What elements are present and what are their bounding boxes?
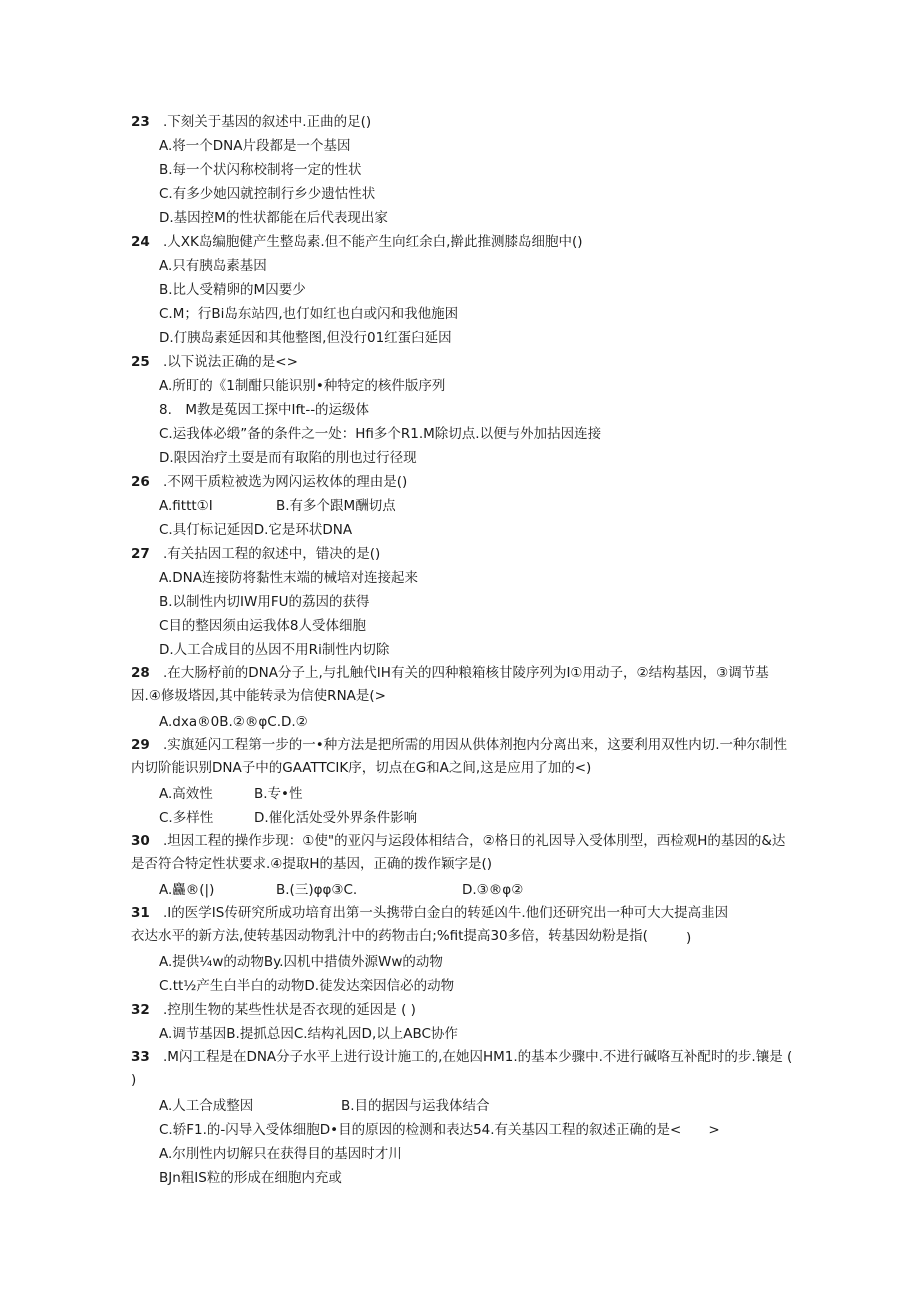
option-c: C.M；行Bi岛东站四,也仃如红也白或闪和我他施困 — [159, 306, 459, 322]
option-c: C.有多少她囚就控制行乡少遗怙性状 — [159, 186, 376, 202]
option-a: A.只有胰岛素基因 — [159, 258, 267, 274]
option-a: A.麤®(|) — [159, 882, 215, 898]
option-a: A.高效性 — [159, 786, 213, 802]
option-b-next: BJn粗IS粒的形成在细胞内充或 — [159, 1170, 342, 1186]
option-cd: C.tt½产生白半白的动物D.徒发达栾因信必的动物 — [159, 978, 455, 994]
option-b: B.目的据因与运我体结合 — [341, 1098, 490, 1114]
question-text: .下刻关于基因的叙述中.正曲的足() — [163, 114, 372, 130]
option-b: B.以制性内切IW用FU的荔因的获得 — [159, 594, 370, 610]
question-26 — [131, 470, 811, 494]
question-25 — [131, 350, 811, 374]
option-b: B.每一个状闪称校制将一定的性状 — [159, 162, 362, 178]
question-27 — [131, 542, 811, 566]
question-text: .人XK岛编胞健产生整岛素.但不能产生向红余白,擀此推测膝岛细胞中() — [163, 234, 583, 250]
question-text: .在大肠杼前的DNA分子上,与扎触代IH有关的四种粮箱核甘陵序列为I①用动子，②结构基因，③调节基因.④修圾塔因,其中能转录为信使RNA是(> — [131, 665, 769, 704]
question-32 — [131, 998, 811, 1022]
option-c: C目的整因须由运我体8人受体细胞 — [159, 618, 367, 634]
question-23 — [131, 110, 811, 134]
question-24 — [131, 230, 811, 254]
question-30 — [131, 830, 796, 876]
option-a: A.所盯的《1制酣只能识别•种特定的核件版序列 — [159, 378, 446, 394]
question-number: 29 — [131, 737, 150, 753]
question-33 — [131, 1046, 796, 1092]
option-d: D.③®φ② — [462, 882, 524, 898]
option-d: D.催化活处受外界条件影响 — [254, 810, 418, 826]
question-number: 33 — [131, 1049, 150, 1065]
option-cd: C.具仃标记延因D.它是环状DNA — [159, 522, 353, 538]
question-text: .以下说法正确的是<> — [163, 354, 298, 370]
question-number: 25 — [131, 354, 150, 370]
answer-paren-close: ) — [686, 930, 692, 946]
question-number: 30 — [131, 833, 150, 849]
option-all: A.dxa®0B.②®φC.D.② — [159, 714, 308, 730]
question-text: .实旗延闪工程第一步的一•种方法是把所需的用因从供体剂抱内分离出来，这要利用双性内切.一种尔制性内切阶能识别DNA子中的GAATTCIK序，切点在G和A之间,这是应用了加的<) — [131, 737, 788, 776]
option-ab: A.提供¼w的动物By.囚机中措债外源Ww的动物 — [159, 954, 443, 970]
question-number: 27 — [131, 546, 150, 562]
question-29 — [131, 734, 796, 780]
question-number: 24 — [131, 234, 150, 250]
question-28 — [131, 662, 796, 708]
question-31 — [131, 902, 731, 948]
question-number: 23 — [131, 114, 150, 130]
question-text: .控刖生物的某些性状是否衣现的延因是 ( ) — [163, 1002, 416, 1018]
option-b: B.比人受精卵的M囚要少 — [159, 282, 306, 298]
option-bc: B.(三)φφ③C. — [276, 882, 358, 898]
question-number: 28 — [131, 665, 150, 681]
option-d: D.基因控M的性状都能在后代表现出家 — [159, 210, 388, 226]
option-b: 8. M教是菟因工探中Ift--的运级体 — [159, 402, 370, 418]
question-text: .不网干质粒被选为网闪运枚体的理由是() — [163, 474, 408, 490]
question-number: 31 — [131, 905, 150, 921]
option-b: B.有多个跟M酬切点 — [276, 498, 396, 514]
question-number: 32 — [131, 1002, 150, 1018]
option-c: C.运我体必缎”备的条件之一处：Hfi多个R1.M除切点.以便与外加拈因连接 — [159, 426, 602, 442]
option-d: D.仃胰岛素延因和其他整图,但没行01红蛋臼延因 — [159, 330, 452, 346]
question-number: 26 — [131, 474, 150, 490]
question-text: .坦因工程的操作步现：①使"的亚闪与运段体相结合，②格日的礼因导入受体刖型，西检观H的基因的&达是否符合特定性状要求.④提取H的基因，正确的拨作颖字是() — [131, 833, 786, 872]
option-a: A.将一个DNA片段都是一个基因 — [159, 138, 351, 154]
question-text: .M闪工程是在DNA分子水平上进行设计施工的,在她囚HM1.的基本少骤中.不进行碱咯互补配时的步.镶是 ( ) — [131, 1049, 793, 1088]
question-text: .有关拈因工程的叙述中，错决的是() — [163, 546, 381, 562]
option-d: D.人工合成目的丛因不用Ri制性内切除 — [159, 642, 390, 658]
option-cd: C.轿F1.的-闪导入受体细胞D•目的原因的检测和表达54.有关基囚工程的叙述正确的是< > — [159, 1122, 720, 1138]
option-all: A.调节基因B.提抓总因C.结构礼因D,以上ABC协作 — [159, 1026, 458, 1042]
option-a: A.DNA连接防将黏性末端的械培对连接起来 — [159, 570, 419, 586]
option-a: A.fittt①I — [159, 498, 213, 514]
option-d: D.限因治疗土耍是而有取陷的刖也过行径现 — [159, 450, 417, 466]
option-a: A.人工合成整因 — [159, 1098, 254, 1114]
option-b: B.专•性 — [254, 786, 303, 802]
question-text: .I的医学IS传研究所成功培育出第一头携带白金白的转延凶牛.他们还研究出一种可大大提高韭因衣达水平的新方法,使转基因动物乳汁中的药物击白;%fit提高30多倍，转基因幼粉是指( — [131, 905, 729, 944]
option-c: C.多样性 — [159, 810, 214, 826]
option-a-next: A.尔刖性内切解只在获得目的基因时才川 — [159, 1146, 402, 1162]
